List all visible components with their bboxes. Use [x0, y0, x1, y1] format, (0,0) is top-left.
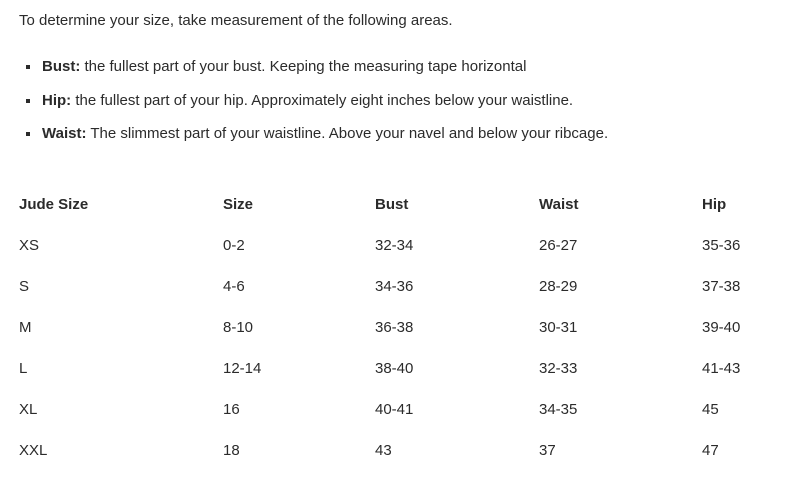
cell-waist: 34-35 [539, 401, 578, 418]
cell-jude-size: L [19, 360, 28, 377]
table-header-row [0, 184, 789, 225]
cell-waist: 30-31 [539, 319, 578, 336]
list-item-hip [0, 91, 608, 125]
cell-size: 16 [223, 401, 240, 418]
bullet-term: Bust: [42, 58, 81, 75]
cell-hip: 41-43 [702, 360, 741, 377]
cell-size: 8-10 [223, 319, 254, 336]
cell-hip: 47 [702, 442, 719, 459]
cell-waist: 28-29 [539, 278, 578, 295]
list-item-waist [0, 124, 608, 158]
header-waist: Waist [539, 196, 579, 213]
bullet-marker-icon [26, 65, 30, 69]
cell-bust: 38-40 [375, 360, 414, 377]
cell-bust: 36-38 [375, 319, 414, 336]
cell-bust: 40-41 [375, 401, 414, 418]
bullet-term: Hip: [42, 91, 72, 109]
bullet-text: the fullest part of your bust. Keeping the measuring tape horizontal [80, 58, 527, 75]
bullet-marker-icon [26, 132, 30, 136]
bullet-term: Waist: [42, 125, 87, 142]
cell-hip: 35-36 [702, 237, 741, 254]
bullet-text: The slimmest part of your waistline. Above your navel and below your ribcage. [86, 125, 609, 142]
header-size: Size [223, 196, 254, 213]
table-row [0, 430, 789, 471]
bullet-text: the fullest part of your hip. Approximately eight inches below your waistline. [71, 91, 574, 109]
cell-waist: 32-33 [539, 360, 578, 377]
cell-size: 12-14 [223, 360, 262, 377]
list-item-bust [0, 57, 608, 91]
cell-size: 4-6 [223, 278, 245, 295]
cell-size: 0-2 [223, 237, 245, 254]
cell-bust: 34-36 [375, 278, 414, 295]
header-bust: Bust [375, 196, 409, 213]
cell-jude-size: XL [19, 401, 38, 418]
header-hip: Hip [702, 196, 727, 213]
table-row [0, 266, 789, 307]
cell-jude-size: M [19, 319, 32, 336]
cell-waist: 26-27 [539, 237, 578, 254]
cell-bust: 32-34 [375, 237, 414, 254]
table-row [0, 225, 789, 266]
size-chart-table [0, 184, 789, 471]
cell-size: 18 [223, 442, 240, 459]
table-row [0, 307, 789, 348]
measurement-list [0, 57, 608, 158]
cell-jude-size: S [19, 278, 30, 295]
cell-hip: 37-38 [702, 278, 741, 295]
cell-jude-size: XS [19, 237, 40, 254]
header-jude-size: Jude Size [19, 196, 89, 213]
cell-hip: 45 [702, 401, 719, 418]
table-row [0, 348, 789, 389]
bullet-marker-icon [26, 99, 30, 103]
cell-hip: 39-40 [702, 319, 741, 336]
cell-jude-size: XXL [19, 442, 48, 459]
table-row [0, 389, 789, 430]
cell-bust: 43 [375, 442, 392, 459]
intro-text: To determine your size, take measurement of the following areas. [19, 12, 453, 29]
cell-waist: 37 [539, 442, 556, 459]
